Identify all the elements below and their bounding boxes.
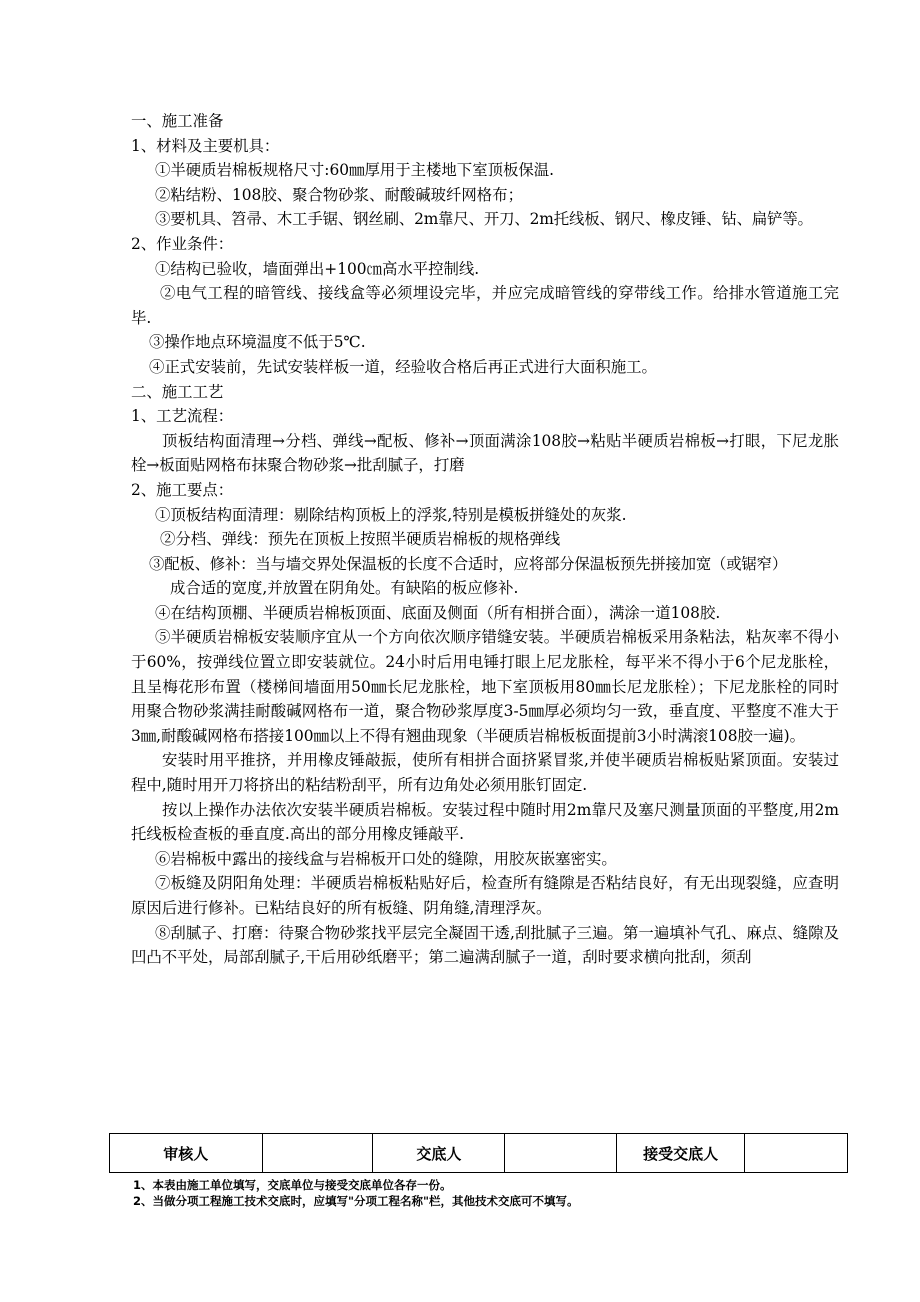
points-item: ⑥岩棉板中露出的接线盒与岩棉板开口处的缝隙，用胶灰嵌塞密实。 <box>155 849 617 868</box>
reviewer-label: 审核人 <box>110 1134 263 1173</box>
subsection-heading: 1、工艺流程： <box>131 407 234 426</box>
points-item: ④在结构顶棚、半硬质岩棉板顶面、底面及侧面（所有相拼合面），满涂一道108胶. <box>155 603 721 622</box>
receiver-label: 接受交底人 <box>617 1134 745 1173</box>
footnote: 1、本表由施工单位填写，交底单位与接受交底单位各存一份。 <box>133 1178 452 1192</box>
document-body <box>131 109 839 970</box>
points-item: ⑦板缝及阴阳角处理：半硬质岩棉板粘贴好后，检查所有缝隙是否粘结良好，有无出现裂缝，应查明原因后进行修补。已粘结良好的所有板缝、阴角缝,清理浮灰。 <box>131 874 839 917</box>
footnotes <box>133 1177 578 1209</box>
materials-item: ③要机具、笤帚、木工手锯、钢丝刷、2m靠尺、开刀、2m托线板、钢尺、橡皮锤、钻、扁铲等。 <box>155 210 813 229</box>
materials-item: ①半硬质岩棉板规格尺寸:60㎜厚用于主楼地下室顶板保温. <box>155 161 555 180</box>
subsection-heading: 1、材料及主要机具： <box>131 136 280 155</box>
reviewer-field[interactable] <box>262 1134 373 1173</box>
points-item: 按以上操作办法依次安装半硬质岩棉板。安装过程中随时用2m靠尺及塞尺测量顶面的平整度,用2m托线板检查板的垂直度.高出的部分用橡皮锤敲平. <box>131 800 839 844</box>
discloser-label: 交底人 <box>373 1134 505 1173</box>
points-item: 成合适的宽度,并放置在阴角处。有缺陷的板应修补. <box>170 579 519 598</box>
subsection-heading: 2、施工要点： <box>131 480 234 499</box>
points-item: ③配板、修补：当与墙交界处保温板的长度不合适时，应将部分保温板预先拼接加宽（或锯窄） <box>149 554 788 573</box>
section-heading: 一、施工准备 <box>131 112 224 130</box>
materials-item: ②粘结粉、108胶、聚合物砂浆、耐酸碱玻纤网格布； <box>155 185 523 204</box>
section-heading: 二、施工工艺 <box>131 382 224 401</box>
footnote: 2、当做分项工程施工技术交底时，应填写"分项工程名称"栏，其他技术交底可不填写。 <box>133 1194 579 1208</box>
receiver-field[interactable] <box>745 1134 848 1173</box>
subsection-heading: 2、作业条件： <box>131 234 234 253</box>
points-item: ②分档、弹线：预先在顶板上按照半硬质岩棉板的规格弹线 <box>160 530 561 549</box>
points-item: ①顶板结构面清理：剔除结构顶板上的浮浆,特别是模板拼缝处的灰浆. <box>155 505 627 524</box>
conditions-item: ②电气工程的暗管线、接线盒等必须埋设完毕，并应完成暗管线的穿带线工作。给排水管道施工完毕. <box>131 284 839 327</box>
discloser-field[interactable] <box>505 1134 617 1173</box>
points-item: ⑤半硬质岩棉板安装顺序宜从一个方向依次顺序错缝安装。半硬质岩棉板采用条粘法，粘灰率不得小于60%，按弹线位置立即安装就位。24小时后用电锤打眼上尼龙胀栓，每平米不得小于6个尼龙胀栓，且呈梅花形布置（楼梯间墙面用50㎜长尼龙胀栓，地下室顶板用80㎜长尼龙胀栓）；下尼龙胀栓的同时用聚合物砂浆满挂耐酸碱网格布一道，聚合物砂浆厚度3-5㎜厚必须均匀一致，垂直度、平整度不准大于3㎜,耐酸碱网格布搭接100㎜以上不得有翘曲现象（半硬质岩棉板板面提前3小时满滚108胶一遍)。 <box>131 628 839 745</box>
conditions-item: ①结构已验收，墙面弹出+100㎝高水平控制线. <box>155 259 480 278</box>
points-item: ⑧刮腻子、打磨：待聚合物砂浆找平层完全凝固干透,刮批腻子三遍。第一遍填补气孔、麻点、缝隙及凹凸不平处，局部刮腻子,干后用砂纸磨平；第二遍满刮腻子一道，刮时要求横向批刮，须刮 <box>131 923 839 967</box>
process-flow: 顶板结构面清理→分档、弹线→配板、修补→顶面满涂108胶→粘贴半硬质岩棉板→打眼，下尼龙胀栓→板面贴网格布抹聚合物砂浆→批刮腻子，打磨 <box>131 431 839 475</box>
points-item: 安装时用平推挤，并用橡皮锤敲振，使所有相拼合面挤紧冒浆,并使半硬质岩棉板贴紧顶面。安装过程中,随时用开刀将挤出的粘结粉刮平，所有边角处必须用胀钉固定. <box>131 751 839 795</box>
conditions-item: ③操作地点环境温度不低于5℃. <box>149 333 366 352</box>
conditions-item: ④正式安装前，先试安装样板一道，经验收合格后再正式进行大面积施工。 <box>149 357 657 376</box>
signature-table <box>109 1133 848 1173</box>
